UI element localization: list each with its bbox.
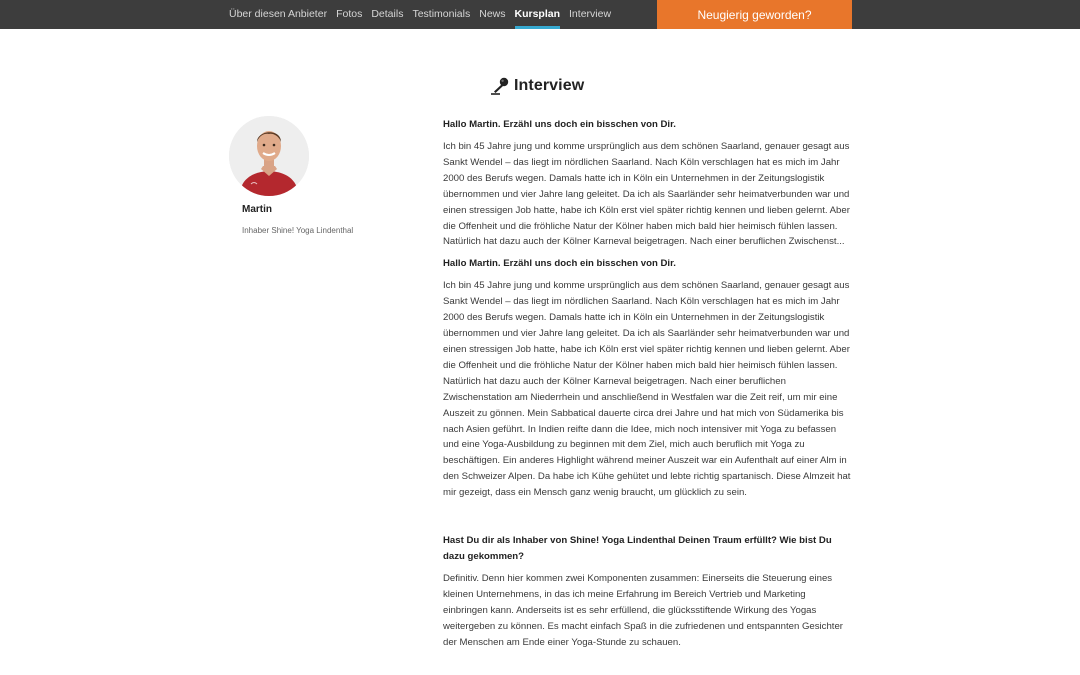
nav-item-interview[interactable]: Interview	[569, 8, 612, 20]
contact-cta-button[interactable]: Neugierig geworden?	[657, 0, 852, 29]
avatar	[229, 116, 309, 196]
question-1-repeat: Hallo Martin. Erzähl uns doch ein bisschen von Dir.	[443, 258, 676, 270]
interview-title: Interview	[514, 77, 585, 94]
answer-1-excerpt: Ich bin 45 Jahre jung und komme ursprünglich aus dem schönen Saarland, genauer gesagt aus Sankt Wendel – das liegt im nördlichen Saarland. Nach Köln verschlagen hat es mich im Jahr 2000 des Berufs wegen. Damals hatte ich in Köln ein Unternehmen in der Zeitungslogistik übernommen und vier Jahre lang geleitet. Da ich als Saarländer sehr heimatverbunden war und einen stressigen Job hatte, habe ich Köln erst viel später richtig kennen und lieben gelernt. Aber die Offenheit und die fröhliche Natur der Kölner haben mich bald hier heimisch fühlen lassen. Natürlich hat dazu auch der Kölner Karneval beigetragen. Nach einer beruflichen Zwischenst...	[443, 141, 850, 248]
nav-item-fotos[interactable]: Fotos	[336, 8, 363, 20]
profile-name: Martin	[242, 204, 272, 215]
interview-content	[443, 117, 853, 657]
question-2: Hast Du dir als Inhaber von Shine! Yoga Lindenthal Deinen Traum erfüllt? Wie bist Du dazu gekommen?	[443, 535, 832, 563]
answer-1-full: Ich bin 45 Jahre jung und komme ursprünglich aus dem schönen Saarland, genauer gesagt aus Sankt Wendel – das liegt im nördlichen Saarland. Nach Köln verschlagen hat es mich im Jahr 2000 des Berufs wegen. Damals hatte ich in Köln ein Unternehmen in der Zeitungslogistik übernommen und vier Jahre lang geleitet. Da ich als Saarländer sehr heimatverbunden war und einen stressigen Job hatte, habe ich Köln erst viel später richtig kennen und lieben gelernt. Aber die Offenheit und die fröhliche Natur der Kölner haben mich bald hier heimisch fühlen lassen. Natürlich hat dazu auch der Kölner Karneval beigetragen. Nach einer beruflichen Zwischenstation am Niederrhein und anschließend in Westfalen war die Zeit reif, um mir eine Auszeit zu gönnen. Mein Sabbatical dauerte circa drei Jahre und hat mich von Südamerika bis nach Asien geführt. In Indien reifte dann die Idee, mich noch intensiver mit Yoga zu befassen und eine Yoga-Ausbildung zu beginnen mit dem Ziel, mich auch beruflich mit Yoga zu beschäftigen. Ein anderes Highlight während meiner Auszeit war ein Aufenthalt auf einer Alm in den Schweizer Alpen. Da habe ich Kühe gehütet und lebte richtig spartanisch. Diese Almzeit hat mir gezeigt, dass ein Mensch ganz wenig braucht, um glücklich zu sein.	[443, 280, 851, 499]
nav-item-details[interactable]: Details	[371, 8, 404, 20]
section-nav	[229, 0, 620, 29]
question-1: Hallo Martin. Erzähl uns doch ein bisschen von Dir.	[443, 119, 676, 130]
spacer	[443, 507, 853, 533]
profile-role: Inhaber Shine! Yoga Lindenthal	[242, 226, 354, 235]
nav-item-news[interactable]: News	[479, 8, 506, 20]
interview-heading	[490, 74, 584, 98]
nav-item-kursplan[interactable]: Kursplan	[515, 0, 561, 29]
top-navigation-bar	[0, 0, 1080, 29]
answer-2: Definitiv. Denn hier kommen zwei Komponenten zusammen: Einerseits die Steuerung eines kleinen Unternehmens, in das ich meine Erfahrung im Bereich Vertrieb und Marketing einbringen kann. Anderseits ist es sehr erfüllend, die glücksstiftende Wirkung des Yogas weitergeben zu können. Es macht einfach Spaß in die zufriedenen und entspannten Gesichter der Menschen am Ende einer Yoga-Stunde zu schauen.	[443, 573, 843, 648]
nav-item-testimonials[interactable]: Testimonials	[412, 8, 471, 20]
microphone-icon	[490, 77, 510, 95]
martin-portrait	[229, 116, 309, 196]
nav-item-ueber[interactable]: Über diesen Anbieter	[229, 8, 328, 20]
